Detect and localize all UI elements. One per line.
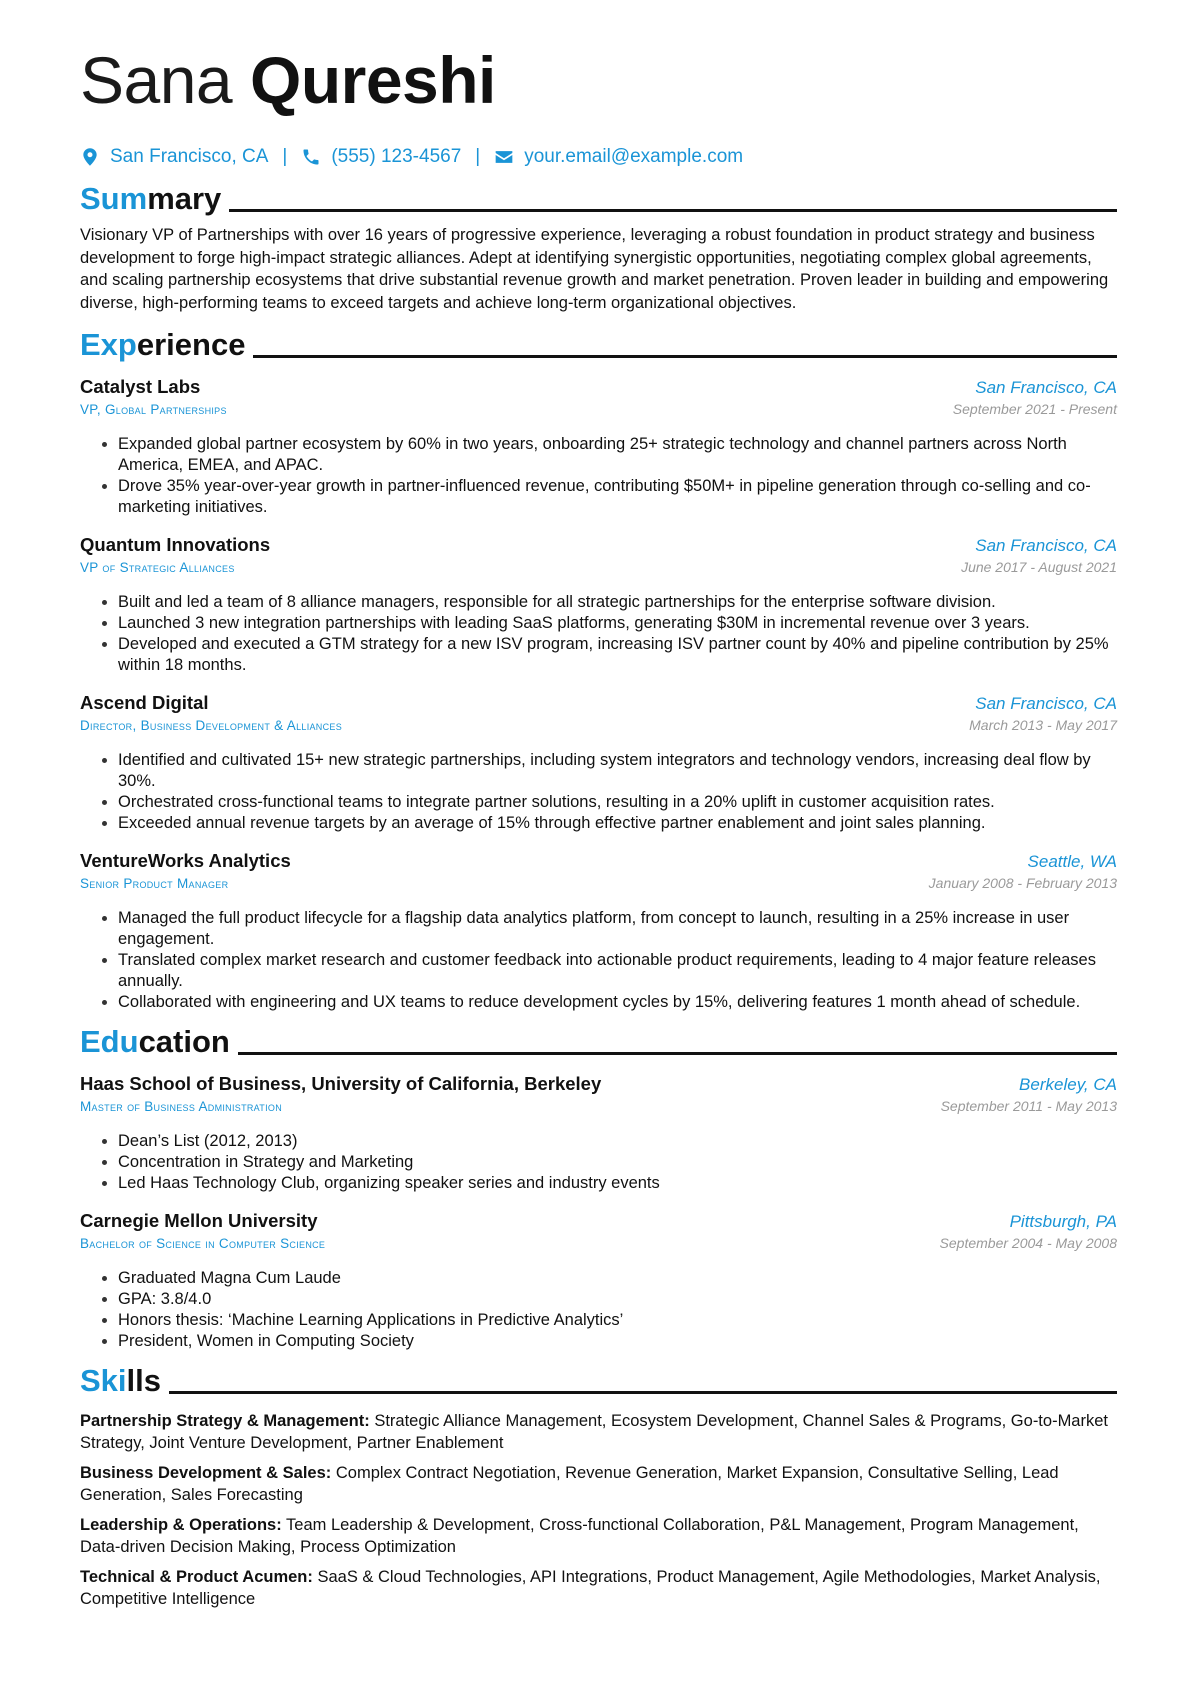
- bullet-item: • Led Haas Technology Club, organizing speaker series and industry events: [118, 1173, 1117, 1194]
- entry-sub-row: [80, 716, 1117, 736]
- experience-entry: [80, 690, 1117, 834]
- contact-email[interactable]: [494, 146, 743, 168]
- experience-entry: [80, 374, 1117, 518]
- contact-line: [80, 142, 1117, 172]
- entry-dates: September 2011 - May 2013: [940, 1098, 1117, 1114]
- entry-header-row: [80, 690, 1117, 716]
- contact-phone: [301, 146, 461, 168]
- bullet-list: [80, 908, 1117, 1013]
- skill-group: [80, 1410, 1117, 1454]
- organization-name: VentureWorks Analytics: [80, 850, 291, 871]
- bullet-list: [80, 592, 1117, 676]
- bullet-list: [80, 434, 1117, 518]
- skill-group-items: SaaS & Cloud Technologies, API Integrations, Product Management, Agile Methodologies, Market Analysis, Competitive Intelligence: [80, 1568, 1101, 1608]
- entry-location: Berkeley, CA: [1019, 1075, 1117, 1094]
- phone-text: (555) 123-4567: [331, 146, 462, 167]
- entry-role: Master of Business Administration: [80, 1099, 283, 1114]
- entry-dates: June 2017 - August 2021: [961, 559, 1117, 575]
- skill-group-label: Partnership Strategy & Management:: [80, 1412, 370, 1430]
- entry-header-row: [80, 374, 1117, 400]
- entry-role: Senior Product Manager: [80, 876, 229, 891]
- organization-name: Haas School of Business, University of California, Berkeley: [80, 1073, 602, 1094]
- entry-dates: September 2004 - May 2008: [939, 1235, 1117, 1251]
- location-text: San Francisco, CA: [110, 146, 269, 167]
- entry-dates: March 2013 - May 2017: [969, 717, 1117, 733]
- bullet-item: • Honors thesis: ‘Machine Learning Applications in Predictive Analytics’: [118, 1310, 1117, 1331]
- map-marker-icon: [80, 147, 100, 167]
- bullet-list: [80, 750, 1117, 834]
- summary-text: Visionary VP of Partnerships with over 16 years of progressive experience, leveraging a robust foundation in product strategy and business development to forge high-impact strategic alliances. Adept at identifying synergistic opportunities, negotiating complex global agreements, and scaling partnership ecosystems that drive substantial revenue growth and market penetration. Proven leader in building and empowering diverse, high-performing teams to exceed targets and achieve long-term organizational objectives.: [80, 226, 1109, 312]
- entry-role: VP of Strategic Alliances: [80, 560, 235, 575]
- envelope-icon: [494, 147, 514, 167]
- entry-role: VP, Global Partnerships: [80, 402, 227, 417]
- skills-section-heading: Skills: [80, 1356, 1117, 1400]
- entry-location: Pittsburgh, PA: [1009, 1212, 1117, 1231]
- bullet-item: • Built and led a team of 8 alliance managers, responsible for all strategic partnerships for the enterprise software division.: [118, 592, 1117, 613]
- entry-location: San Francisco, CA: [975, 378, 1117, 397]
- entry-location: Seattle, WA: [1027, 852, 1117, 871]
- bullet-item: • Dean’s List (2012, 2013): [118, 1131, 1117, 1152]
- bullet-list: [80, 1268, 1117, 1352]
- organization-name: Catalyst Labs: [80, 376, 201, 397]
- skill-group-items: Strategic Alliance Management, Ecosystem Development, Channel Sales & Programs, Go-to-Market Strategy, Joint Venture Development, Partner Enablement: [80, 1412, 1108, 1452]
- entry-header-row: [80, 848, 1117, 874]
- entry-header-row: [80, 1071, 1117, 1097]
- entry-header-row: [80, 1208, 1117, 1234]
- entry-sub-row: [80, 558, 1117, 578]
- organization-name: Carnegie Mellon University: [80, 1210, 318, 1231]
- bullet-item: • Translated complex market research and customer feedback into actionable product requirements, leading to 4 major feature releases annually.: [118, 950, 1117, 992]
- bullet-item: • GPA: 3.8/4.0: [118, 1289, 1117, 1310]
- bullet-item: • Developed and executed a GTM strategy for a new ISV program, increasing ISV partner count by 40% and pipeline contribution by 25% within 18 months.: [118, 634, 1117, 676]
- entry-dates: September 2021 - Present: [952, 401, 1117, 417]
- bullet-item: • Identified and cultivated 15+ new strategic partnerships, including system integrators and technology vendors, increasing deal flow by 30%.: [118, 750, 1117, 792]
- education-entry: [80, 1208, 1117, 1352]
- experience-entry: [80, 848, 1117, 1013]
- entry-location: San Francisco, CA: [975, 694, 1117, 713]
- section-rule: [169, 1391, 1117, 1394]
- education-entry: [80, 1071, 1117, 1194]
- bullet-item: • Managed the full product lifecycle for a flagship data analytics platform, from concept to launch, resulting in a 25% increase in user engagement.: [118, 908, 1117, 950]
- last-name: Qureshi: [249, 43, 496, 117]
- experience-entry: [80, 532, 1117, 676]
- bullet-item: • Launched 3 new integration partnerships with leading SaaS platforms, generating $30M in incremental revenue over 3 years.: [118, 613, 1117, 634]
- entry-role: Bachelor of Science in Computer Science: [80, 1236, 326, 1251]
- skill-group-label: Technical & Product Acumen:: [80, 1568, 313, 1586]
- experience-section-heading: Experience: [80, 320, 1117, 364]
- bullet-item: • Orchestrated cross-functional teams to integrate partner solutions, resulting in a 20% uplift in customer acquisition rates.: [118, 792, 1117, 813]
- resume-page: [80, 40, 1117, 1618]
- bullet-item: • Expanded global partner ecosystem by 60% in two years, onboarding 25+ strategic technology and channel partners across North America, EMEA, and APAC.: [118, 434, 1117, 476]
- candidate-name: [80, 40, 1117, 120]
- bullet-item: • Collaborated with engineering and UX teams to reduce development cycles by 15%, delivering features 1 month ahead of schedule.: [118, 992, 1117, 1013]
- skills-list: [80, 1410, 1117, 1610]
- first-name: Sana: [80, 43, 233, 117]
- entry-location: San Francisco, CA: [975, 536, 1117, 555]
- bullet-list: [80, 1131, 1117, 1194]
- contact-separator: |: [475, 146, 481, 167]
- organization-name: Ascend Digital: [80, 692, 209, 713]
- contact-separator: |: [282, 146, 288, 167]
- section-rule: [229, 209, 1117, 212]
- entry-role: Director, Business Development & Alliances: [80, 718, 343, 733]
- bullet-item: • President, Women in Computing Society: [118, 1331, 1117, 1352]
- summary-section-heading: Summary: [80, 174, 1117, 218]
- entry-sub-row: [80, 874, 1117, 894]
- contact-location: [80, 146, 268, 168]
- entry-sub-row: [80, 400, 1117, 420]
- skill-group: [80, 1566, 1117, 1610]
- skill-group-items: Complex Contract Negotiation, Revenue Generation, Market Expansion, Consultative Selling, Lead Generation, Sales Forecasting: [80, 1464, 1059, 1504]
- bullet-item: • Exceeded annual revenue targets by an average of 15% through effective partner enablement and joint sales planning.: [118, 813, 1117, 834]
- experience-list: [80, 374, 1117, 1013]
- entry-dates: January 2008 - February 2013: [928, 875, 1117, 891]
- bullet-item: • Concentration in Strategy and Marketing: [118, 1152, 1117, 1173]
- skill-group: [80, 1462, 1117, 1506]
- organization-name: Quantum Innovations: [80, 534, 271, 555]
- skill-group-label: Business Development & Sales:: [80, 1464, 332, 1482]
- bullet-item: • Graduated Magna Cum Laude: [118, 1268, 1117, 1289]
- education-list: [80, 1071, 1117, 1352]
- section-rule: [238, 1052, 1117, 1055]
- bullet-item: • Drove 35% year-over-year growth in partner-influenced revenue, contributing $50M+ in pipeline generation through co-selling and co-marketing initiatives.: [118, 476, 1117, 518]
- entry-sub-row: [80, 1097, 1117, 1117]
- skill-group-label: Leadership & Operations:: [80, 1516, 282, 1534]
- section-rule: [253, 355, 1117, 358]
- skill-group: [80, 1514, 1117, 1558]
- entry-sub-row: [80, 1234, 1117, 1254]
- entry-header-row: [80, 532, 1117, 558]
- skill-group-items: Team Leadership & Development, Cross-functional Collaboration, P&L Management, Program Management, Data-driven Decision Making, Process Optimization: [80, 1516, 1079, 1556]
- phone-icon: [301, 147, 321, 167]
- email-link[interactable]: your.email@example.com: [524, 146, 744, 167]
- education-section-heading: Education: [80, 1017, 1117, 1061]
